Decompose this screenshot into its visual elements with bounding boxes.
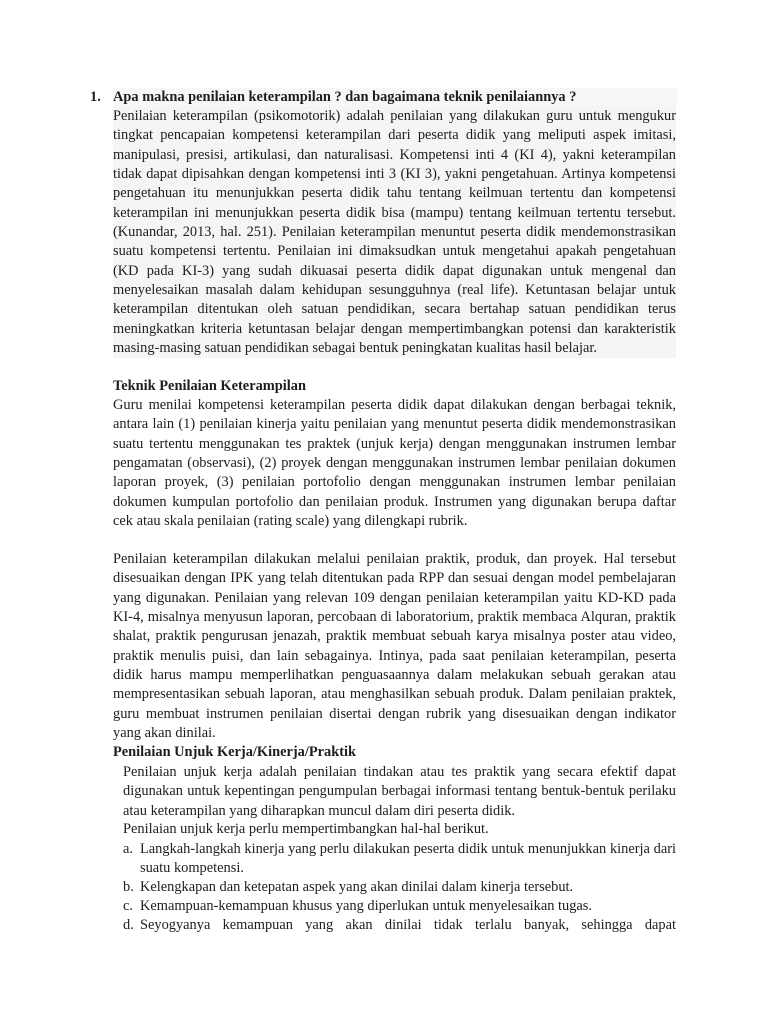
list-item-text: Seyogyanya kemampuan yang akan dinilai tidak terlalu banyak, sehingga dapat [140,917,676,933]
paragraph-teknik: Guru menilai kompetensi keterampilan peserta didik dapat dilakukan dengan berbagai teknik, antara lain (1) penilaian kinerja yaitu penilaian yang menuntut peserta didik mendemonstrasikan suatu tertentu menggunakan tes praktek (unjuk kerja) dengan menggunakan instrumen lembar pengamatan (observasi), (2) proyek dengan menggunakan instrumen lembar penilaian dokumen laporan proyek, (3) penilaian portofolio dengan menggunakan instrumen lembar penilaian dokumen kumpulan portofolio dan penilaian produk. Instrumen yang digunakan berupa daftar cek atau skala penilaian (rating scale) yang dilengkapi rubrik. [113,397,676,530]
list-item [123,878,676,897]
list-item-text: Langkah-langkah kinerja yang perlu dilakukan peserta didik untuk menunjukkan kinerja dari suatu kompetensi. [140,841,676,877]
paragraph-unjuk-kerja: Penilaian unjuk kerja adalah penilaian tindakan atau tes praktik yang secara efektif dapat digunakan untuk kepentingan pengumpulan berbagai informasi tentang bentuk-bentuk perilaku atau keterampilan yang diharapkan muncul dalam diri peserta didik. [123,764,676,819]
heading-teknik-penilaian: Teknik Penilaian Keterampilan [113,378,306,394]
list-item [123,916,676,935]
list-item-text: Kelengkapan dan ketepatan aspek yang akan dinilai dalam kinerja tersebut. [140,879,574,895]
list-marker: d. [123,917,134,933]
question-number: 1. [90,89,101,105]
list-item [123,897,676,916]
paragraph-pelaksanaan: Penilaian keterampilan dilakukan melalui penilaian praktik, produk, dan proyek. Hal tersebut disesuaikan dengan IPK yang telah ditentukan pada RPP dan sesuai dengan model pembelajaran yang digunakan. Penilaian yang relevan 109 dengan penilaian keterampilan yaitu KD-KD pada KI-4, misalnya menyusun laporan, percobaan di laboratorium, praktik membaca Alquran, praktik shalat, praktik pengurusan jenazah, praktik membuat sebuah karya misalnya poster atau video, praktik menulis puisi, dan lain sebagainya. Intinya, pada saat penilaian keterampilan, peserta didik harus mampu memperlihatkan penguasaannya dalam melakukan sebuah gerakan atau mempresentasikan sebuah laporan, atau menghasilkan sebuah produk. Dalam penilaian praktek, guru membuat instrumen penilaian disertai dengan rubrik yang disesuaikan dengan indikator yang akan dinilai. [113,551,676,742]
heading-unjuk-kerja: Penilaian Unjuk Kerja/Kinerja/Praktik [113,744,357,760]
question-title: Apa makna penilaian keterampilan ? dan bagaimana teknik penilaiannya ? [113,88,677,107]
list-marker: a. [123,841,133,857]
paragraph-definition: Penilaian keterampilan (psikomotorik) adalah penilaian yang dilakukan guru untuk mengukur tingkat pencapaian kompetensi keterampilan dari peserta didik yang meliputi aspek imitasi, manipulasi, presisi, artikulasi, dan naturalisasi. Kompetensi inti 4 (KI 4), yakni keterampilan tidak dapat dipisahkan dengan kompetensi inti 3 (KI 3), yakni pengetahuan. Artinya kompetensi pengetahuan itu menunjukkan peserta didik tahu tentang keilmuan tertentu dan kompetensi keterampilan ini menunjukkan peserta didik bisa (mampu) tentang keilmuan tertentu tersebut. (Kunandar, 2013, hal. 251). Penilaian keterampilan menuntut peserta didik mendemonstrasikan suatu kompetensi tertentu. Penilaian ini dimaksudkan untuk mengetahui apakah pengetahuan (KD pada KI-3) yang sudah dikuasai peserta didik dapat digunakan untuk mengenal dan menyelesaikan masalah dalam kehidupan sesungguhnya (real life). Ketuntasan belajar untuk keterampilan ditentukan oleh satuan pendidikan, secara bertahap satuan pendidikan terus meningkatkan kriteria ketuntasan belajar dengan mempertimbangkan potensi dan karakteristik masing-masing satuan pendidikan sebagai bentuk peningkatan kualitas hasil belajar. [113,107,676,358]
paragraph-pertimbangan: Penilaian unjuk kerja perlu mempertimbangkan hal-hal berikut. [123,821,489,837]
list-marker: c. [123,898,133,914]
list-item-text: Kemampuan-kemampuan khusus yang diperlukan untuk menyelesaikan tugas. [140,898,592,914]
list-marker: b. [123,879,134,895]
list-item [123,840,676,879]
